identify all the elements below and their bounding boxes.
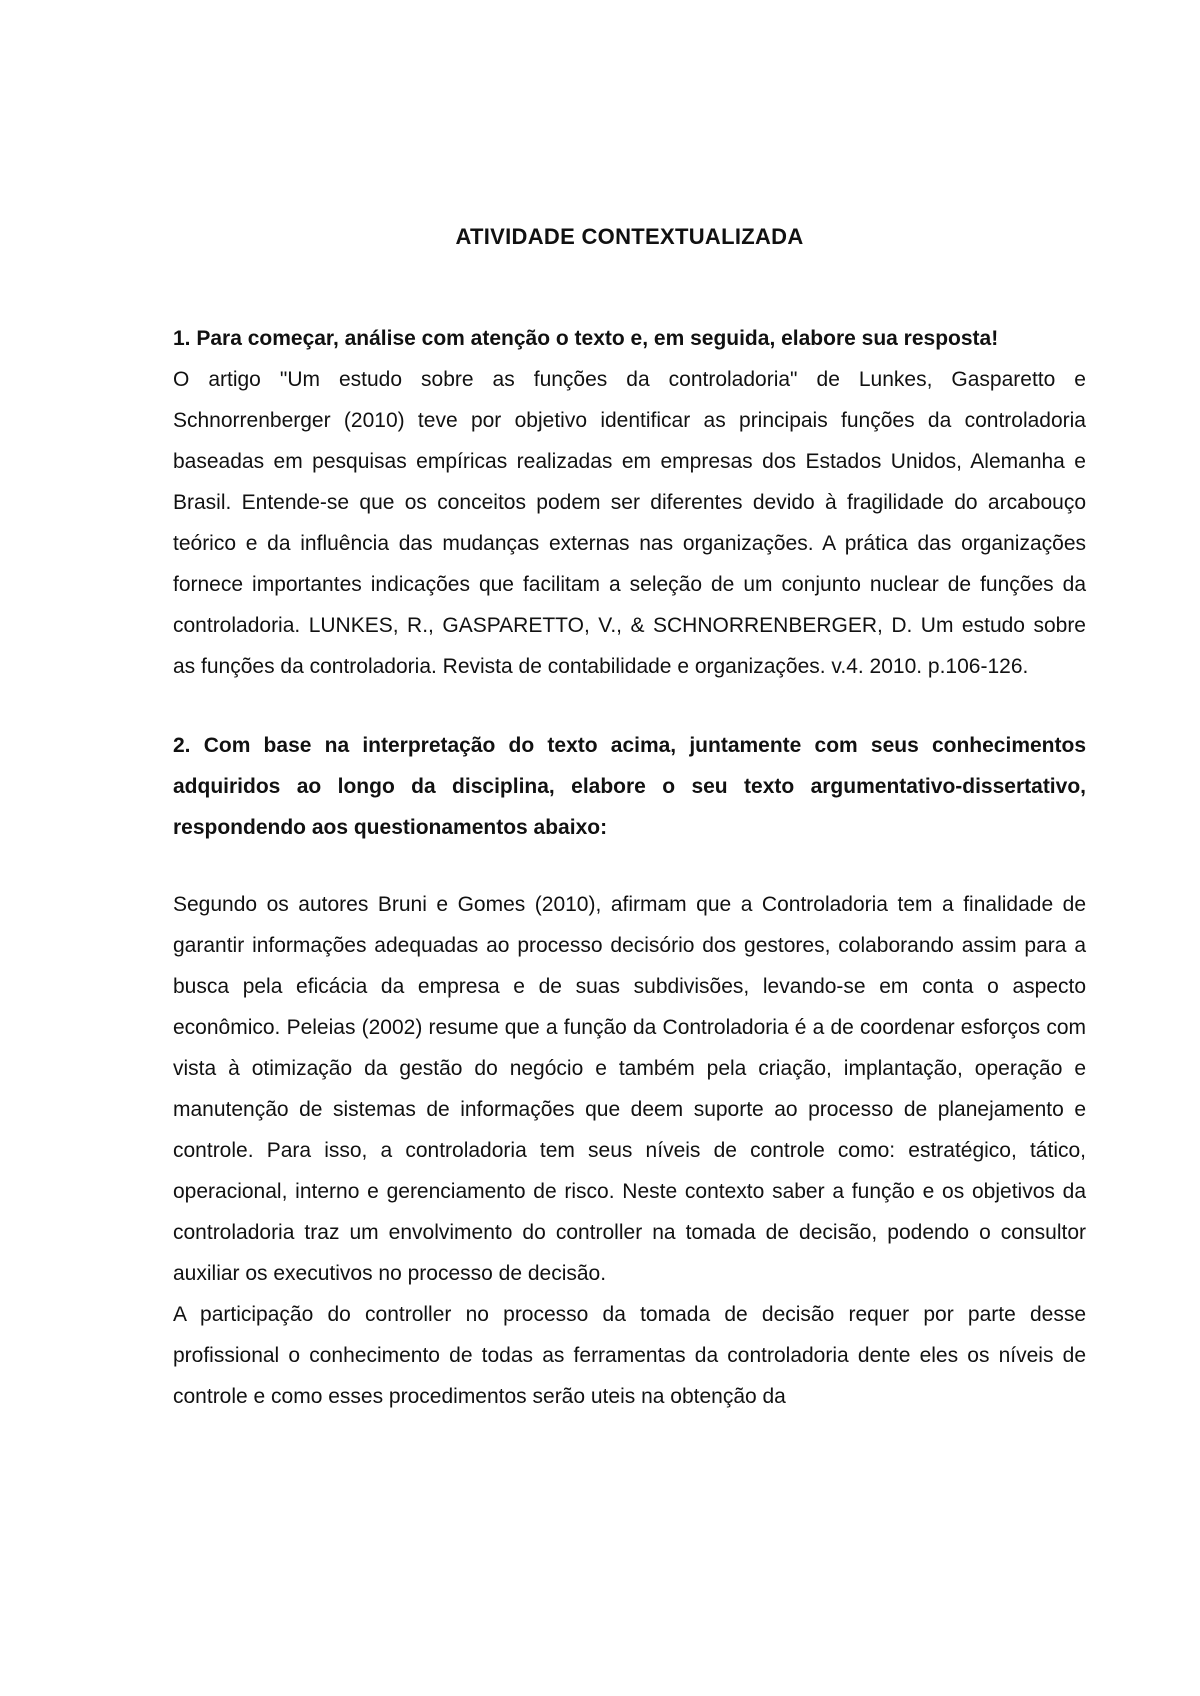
question-1: 1. Para começar, análise com atenção o texto e, em seguida, elabore sua resposta! xyxy=(173,327,999,350)
document-title: ATIVIDADE CONTEXTUALIZADA xyxy=(455,224,804,249)
answer-paragraph-1: Segundo os autores Bruni e Gomes (2010), afirmam que a Controladoria tem a finalidade de garantir informações adequadas ao processo decisório dos gestores, colaborando assim para a busca pela eficácia da empresa e de suas subdivisões, levando-se em conta o aspecto econômico. Peleias (2002) resume que a função da Controladoria é a de coordenar esforços com vista à otimização da gestão do negócio e também pela criação, implantação, operação e manutenção de sistemas de informações que deem suporte ao processo de planejamento e controle. Para isso, a controladoria tem seus níveis de controle como: estratégico, tático, operacional, interno e gerenciamento de risco. Neste contexto saber a função e os objetivos da controladoria traz um envolvimento do controller na tomada de decisão, podendo o consultor auxiliar os executivos no processo de decisão. xyxy=(173,893,1086,1285)
answer-paragraph-2: A participação do controller no processo da tomada de decisão requer por parte desse profissional o conhecimento de todas as ferramentas da controladoria dente eles os níveis de controle e como esses procedimentos serão uteis na obtenção da xyxy=(173,1303,1086,1408)
document-page xyxy=(173,222,1086,1417)
context-paragraph: O artigo "Um estudo sobre as funções da controladoria" de Lunkes, Gasparetto e Schnorrenberger (2010) teve por objetivo identificar as principais funções da controladoria baseadas em pesquisas empíricas realizadas em empresas dos Estados Unidos, Alemanha e Brasil. Entende-se que os conceitos podem ser diferentes devido à fragilidade do arcabouço teórico e da influência das mudanças externas nas organizações. A prática das organizações fornece importantes indicações que facilitam a seleção de um conjunto nuclear de funções da controladoria. LUNKES, R., GASPARETTO, V., & SCHNORRENBERGER, D. Um estudo sobre as funções da controladoria. Revista de contabilidade e organizações. v.4. 2010. p.106-126. xyxy=(173,368,1086,678)
question-2: 2. Com base na interpretação do texto acima, juntamente com seus conhecimentos adquiridos ao longo da disciplina, elabore o seu texto argumentativo-dissertativo, respondendo aos questionamentos abaixo: xyxy=(173,734,1086,839)
